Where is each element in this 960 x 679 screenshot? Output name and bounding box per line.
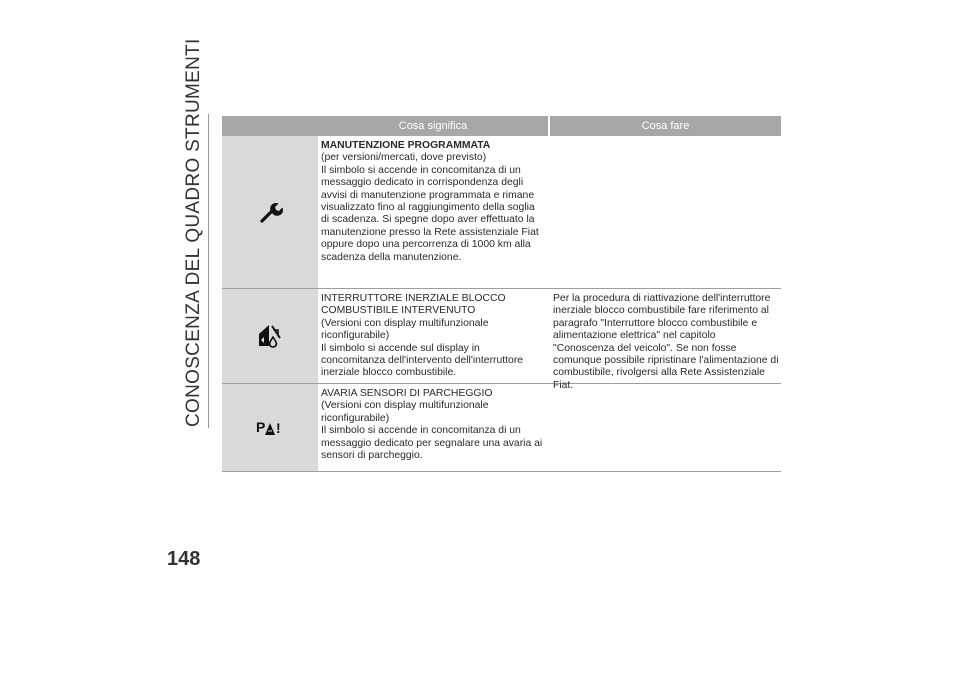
icon-cell: [222, 289, 318, 383]
fuel-cutoff-icon: [256, 322, 284, 350]
svg-text:!: !: [276, 419, 281, 436]
action-cell: [548, 384, 781, 471]
icon-cell: [222, 384, 318, 471]
row-description: (per versioni/mercati, dove previsto) Il simbolo si accende in concomitanza di un messaggio dedicato in corrispondenza degli avvisi di manutenzione programmata e rimane visualizzato fino al raggiungimento della soglia di scadenza. Si spegne dopo aver effettuato la manutenzione presso la Rete assistenziale Fiat oppure dopo una percorrenza di 1000 km alla scadenza della manutenzione.: [321, 152, 539, 263]
row-description: (Versioni con display multifunzionale riconfigurabile) Il simbolo si accende sul display in concomitanza dell'intervento dell'interruttore inerziale blocco combustibile.: [321, 317, 524, 379]
side-divider: [208, 114, 209, 428]
action-cell: [548, 136, 781, 288]
row-title: MANUTENZIONE PROGRAMMATA: [321, 140, 491, 151]
action-cell: Per la procedura di riattivazione dell'interruttore inerziale blocco combustibile fare riferimento al paragrafo "Interruttore blocco combustibile e alimentazione elettrica" nel capitolo "Conoscenza del veicolo". Se non fosse comunque possibile ripristinare l'alimentazione di combustibile, rivolgersi alla Rete Assistenziale Fiat.: [553, 293, 779, 391]
header-action: Cosa fare: [548, 116, 781, 136]
meaning-cell: [318, 289, 548, 383]
header-icon-column: [222, 116, 318, 136]
row-title: INTERRUTTORE INERZIALE BLOCCO COMBUSTIBILE INTERVENUTO: [321, 293, 506, 317]
row-description: (Versioni con display multifunzionale riconfigurabile) Il simbolo si accende in concomitanza di un messaggio dedicato per segnalare una avaria ai sensori di parcheggio.: [321, 400, 543, 462]
warning-lights-table: [222, 116, 781, 472]
icon-cell: [222, 136, 318, 288]
table-row: [222, 289, 781, 391]
table-header: [222, 116, 781, 136]
chapter-title: CONOSCENZA DEL QUADRO STRUMENTI: [183, 38, 204, 427]
wrench-icon: [256, 198, 284, 226]
svg-text:P: P: [256, 418, 266, 435]
page-number: 148: [167, 548, 201, 570]
parking-sensor-warning-icon: [255, 415, 285, 441]
header-meaning: Cosa significa: [398, 120, 468, 132]
table-row: [222, 136, 781, 289]
meaning-cell: [318, 136, 548, 288]
row-title: AVARIA SENSORI DI PARCHEGGIO: [321, 388, 493, 399]
table-row: [222, 384, 781, 472]
meaning-cell: [318, 384, 548, 471]
